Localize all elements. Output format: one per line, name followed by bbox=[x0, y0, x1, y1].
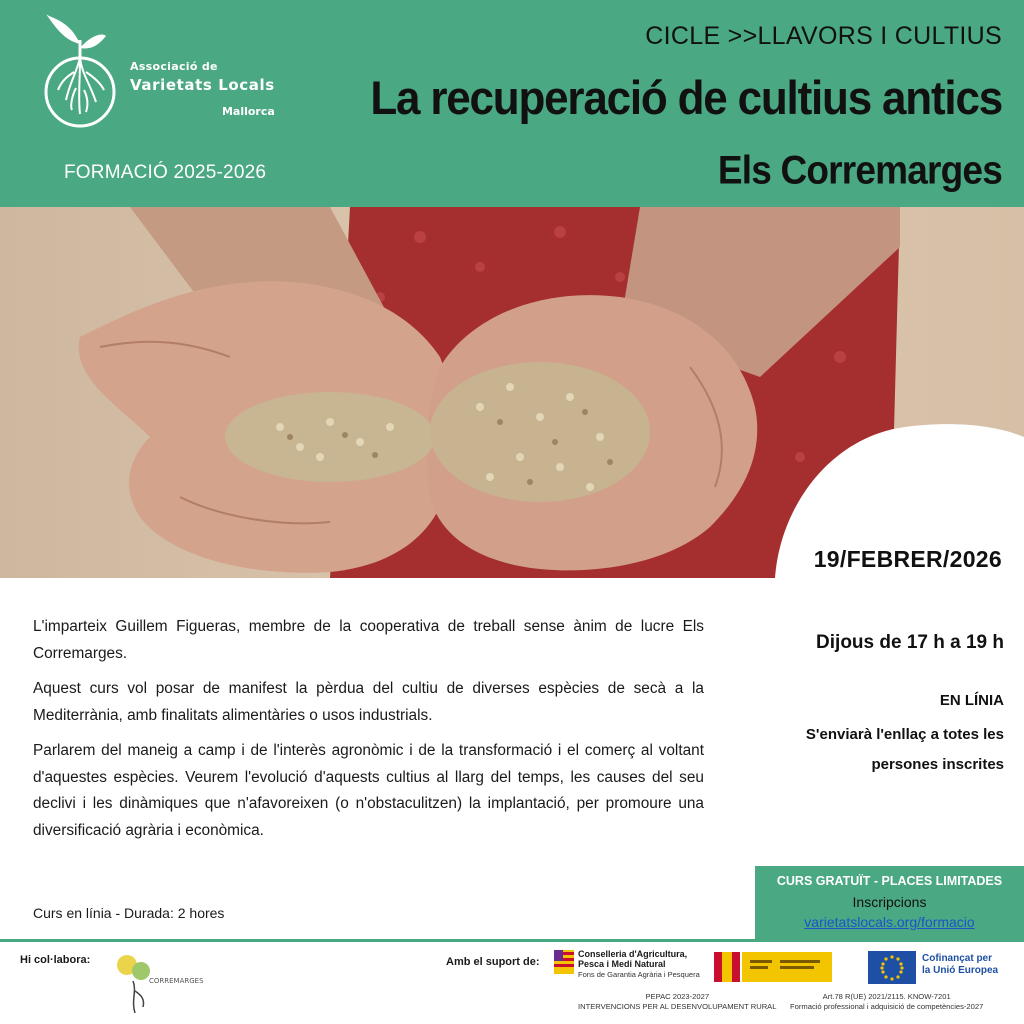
course-info: Curs en línia - Durada: 2 hores bbox=[33, 905, 225, 921]
pepac-note bbox=[578, 992, 776, 1012]
cycle-label: CICLE >>LLAVORS I CULTIUS bbox=[645, 22, 1002, 50]
partner-name: CORREMARGES bbox=[149, 977, 204, 985]
event-date: 19/FEBRER/2026 bbox=[813, 546, 1002, 572]
article-note bbox=[790, 992, 983, 1012]
registration-box bbox=[755, 866, 1024, 942]
footer-divider bbox=[0, 939, 1024, 942]
balearic-flag-icon bbox=[554, 950, 574, 974]
conselleria-line-2: Pesca i Medi Natural bbox=[578, 959, 666, 969]
registration-link[interactable]: varietatslocals.org/formacio bbox=[804, 914, 975, 930]
collaborator-label: Hi col·labora: bbox=[20, 954, 91, 966]
org-line-1: Associació de bbox=[130, 60, 218, 73]
free-course-label: CURS GRATUÏT - PLACES LIMITADES bbox=[776, 874, 1003, 888]
org-line-2: Varietats Locals bbox=[130, 76, 275, 94]
header-banner bbox=[0, 0, 1024, 207]
conselleria-line-3: Fons de Garantia Agrària i Pesquera bbox=[578, 970, 700, 979]
pepac-line-2: INTERVENCIONS PER AL DESENVOLUPAMENT RURAL bbox=[578, 1002, 777, 1011]
page-title: La recuperació de cultius antics bbox=[370, 72, 1002, 125]
eu-line-2: la Unió Europea bbox=[922, 965, 999, 976]
seeds-photo bbox=[0, 207, 1024, 578]
description-paragraph-2: Aquest curs vol posar de manifest la pèrdua del cultiu de diverses espècies de secà a la Mediterrània, amb finalitats alimentàries o usos industrials. bbox=[33, 680, 704, 724]
description-paragraph-1: L'imparteix Guillem Figueras, membre de la cooperativa de treball sense ànim de lucre Els Corremarges. bbox=[33, 618, 704, 662]
mode-label: EN LÍNIA bbox=[939, 692, 1004, 709]
spanish-government-logo-icon bbox=[714, 952, 832, 982]
article-line-1: Art.78 R(UE) 2021/2115. KNOW-7201 bbox=[822, 992, 951, 1001]
conselleria-line-1: Conselleria d'Agricultura, bbox=[578, 949, 688, 959]
link-note: S'enviarà l'enllaç a totes les persones inscrites bbox=[805, 726, 1004, 773]
registration-label: Inscripcions bbox=[852, 894, 927, 910]
eu-line-1: Cofinançat per bbox=[922, 953, 993, 964]
eu-flag-icon bbox=[868, 951, 916, 984]
org-name bbox=[130, 60, 275, 118]
conselleria-text bbox=[578, 949, 700, 980]
schedule: Dijous de 17 h a 19 h bbox=[816, 632, 1004, 653]
description bbox=[33, 614, 704, 853]
description-paragraph-3: Parlarem del maneig a camp i de l'interès agronòmic i de la transformació i el comerç al voltant d'aquestes espècies. Veurem l'evolució d'aquests cultius al llarg del temps, les causes del seu declivi i les dinàmiques que n'afavoreixen (o n'obstaculitzen) la implantació, per promoure una diversificació agrària i econòmica. bbox=[33, 742, 704, 839]
org-line-3: Mallorca bbox=[221, 105, 275, 118]
page-subtitle: Els Corremarges bbox=[717, 148, 1002, 193]
sprout-logo-icon bbox=[40, 10, 120, 132]
formacio-label: FORMACIÓ 2025-2026 bbox=[64, 162, 267, 183]
corremarges-logo-icon bbox=[113, 951, 204, 1015]
article-line-2: Formació professional i adquisició de competències-2027 bbox=[790, 1002, 984, 1011]
eu-cofunding bbox=[922, 953, 998, 977]
support-label: Amb el suport de: bbox=[446, 956, 540, 968]
seeds-in-hands-illustration bbox=[0, 207, 1024, 578]
pepac-line-1: PEPAC 2023-2027 bbox=[645, 992, 710, 1001]
